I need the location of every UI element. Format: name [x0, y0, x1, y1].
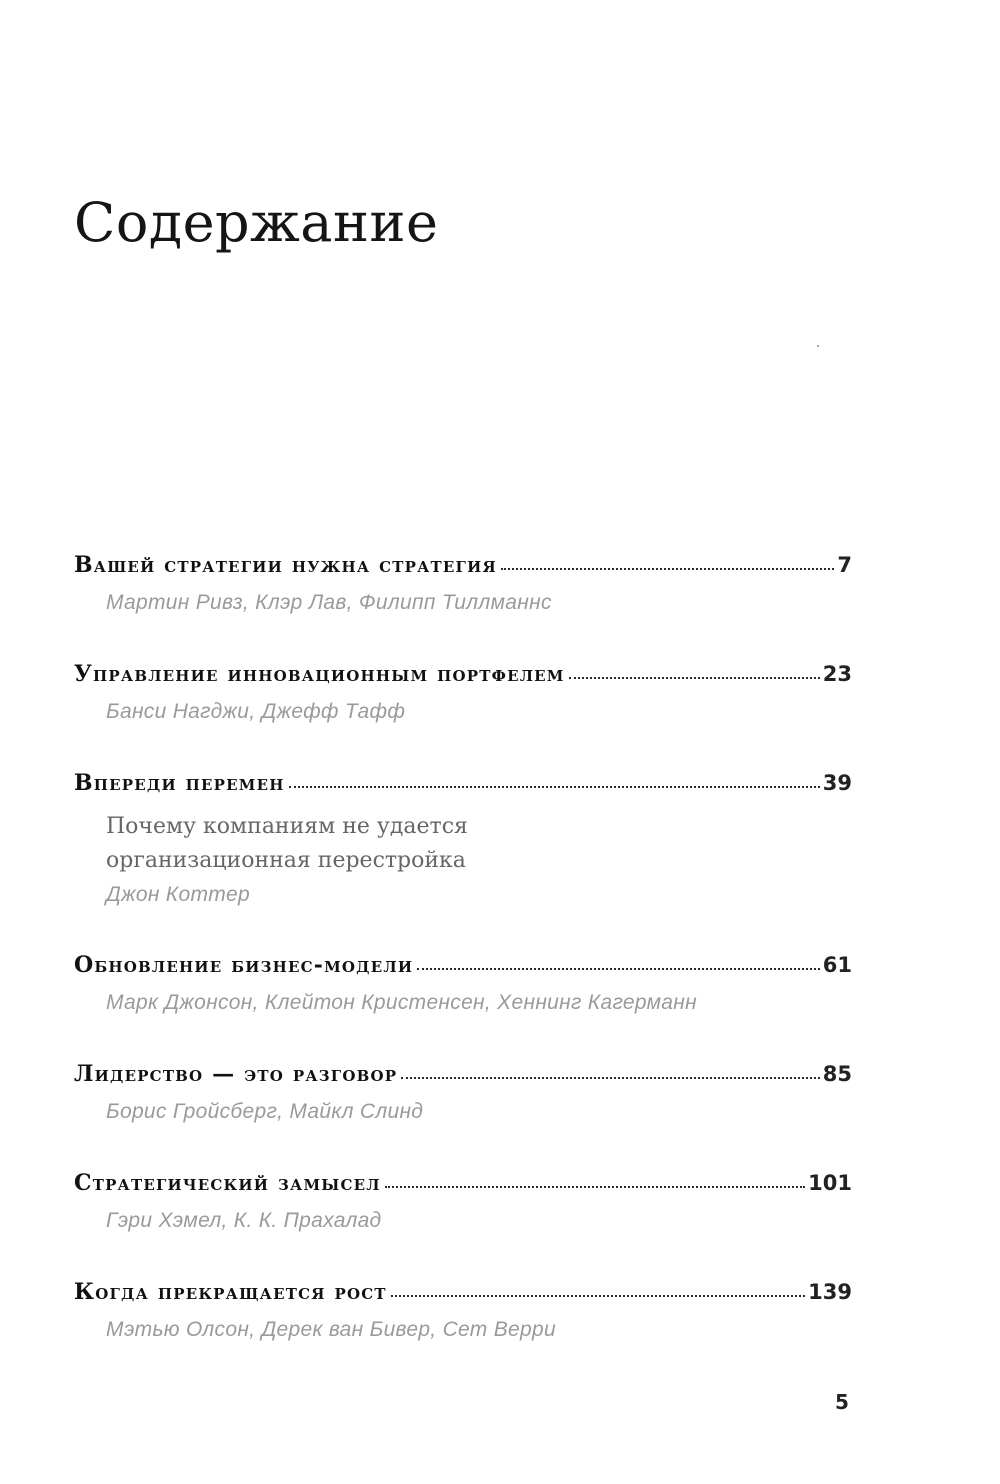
entry-authors: Марк Джонсон, Клейтон Кристенсен, Хеннинг Кагерманн [106, 991, 697, 1014]
entry-authors: Мартин Ривз, Клэр Лав, Филипп Тиллманнс [106, 591, 552, 614]
page-number: 7 [837, 553, 852, 577]
page-number: 61 [822, 953, 852, 977]
entry-title: Когда прекращается рост [74, 1279, 387, 1305]
toc-entry[interactable] [74, 952, 852, 1018]
entry-title: Вашей стратегии нужна стратегия [74, 552, 497, 578]
toc-entry-head [74, 770, 852, 804]
entry-authors: Борис Гройсберг, Майкл Слинд [106, 1100, 424, 1123]
toc-entry-head [74, 1061, 852, 1095]
entry-authors: Банси Нагджи, Джефф Тафф [106, 700, 406, 723]
toc-entry[interactable] [74, 1170, 852, 1236]
page-number: 85 [822, 1062, 852, 1086]
toc-entry[interactable] [74, 552, 852, 618]
toc-entry[interactable] [74, 1061, 852, 1127]
toc-entry-head [74, 552, 852, 586]
entry-title: Управление инновационным портфелем [74, 661, 565, 687]
page-number: 39 [822, 771, 852, 795]
dot-leader [401, 1076, 820, 1079]
entry-title: Лидерство — это разговор [74, 1061, 398, 1087]
page-title: Содержание [74, 191, 439, 254]
dot-leader [501, 567, 835, 570]
entry-title: Стратегический замысел [74, 1170, 381, 1196]
page-folio-number: 5 [835, 1390, 849, 1414]
entry-subtitle: Почему компаниям не удается организационная перестройка [106, 814, 468, 873]
dot-leader [391, 1294, 805, 1297]
toc-entry-head [74, 1170, 852, 1204]
page-number: 139 [808, 1280, 852, 1304]
toc-entry-head [74, 952, 852, 986]
entry-authors: Мэтью Олсон, Дерек ван Бивер, Сет Верри [106, 1318, 556, 1341]
dot-leader [289, 785, 820, 788]
page-number: 101 [808, 1171, 852, 1195]
toc-entry-head [74, 661, 852, 695]
entry-title: Впереди перемен [74, 770, 285, 796]
entry-authors: Джон Коттер [106, 883, 251, 906]
toc-entry-head [74, 1279, 852, 1313]
print-speck [817, 345, 819, 347]
dot-leader [569, 676, 820, 679]
dot-leader [385, 1185, 805, 1188]
dot-leader [417, 967, 820, 970]
toc-entry[interactable] [74, 770, 852, 910]
entry-title: Обновление бизнес-модели [74, 952, 414, 978]
toc-entry[interactable] [74, 1279, 852, 1345]
entry-authors: Гэри Хэмел, К. К. Прахалад [106, 1209, 382, 1232]
page-number: 23 [822, 662, 852, 686]
toc-entry[interactable] [74, 661, 852, 727]
